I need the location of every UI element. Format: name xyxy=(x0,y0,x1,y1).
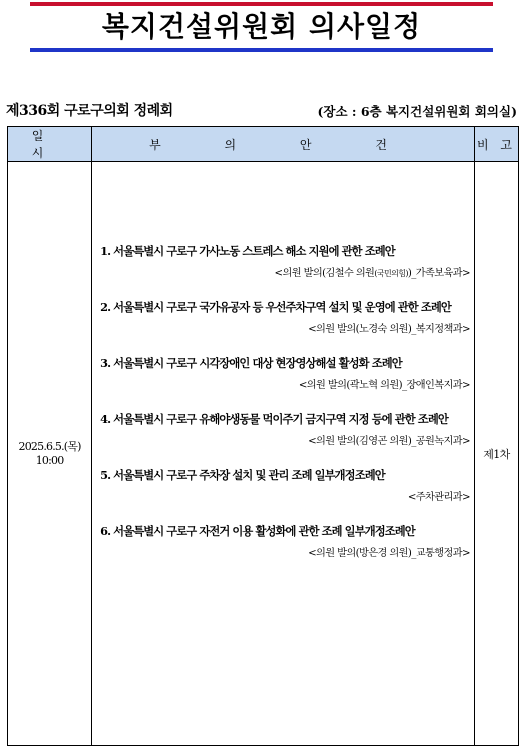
header-date: 일 시 xyxy=(8,127,92,162)
meeting-date: 2025.6.5.(목) xyxy=(18,439,81,453)
agenda-item-sponsor: <의원 발의(김영곤 의원)_공원녹지과> xyxy=(308,436,470,447)
date-cell xyxy=(8,162,92,746)
list-item xyxy=(100,242,470,283)
page-title: 복지건설위원회 의사일정 xyxy=(101,10,422,43)
list-item xyxy=(100,522,470,563)
list-item xyxy=(100,354,470,395)
agenda-item-title: 3. 서울특별시 구로구 시각장애인 대상 현장영상해설 활성화 조례안 xyxy=(100,356,402,370)
agenda-item-sponsor: <의원 발의(방은경 의원)_교통행정과> xyxy=(308,548,470,559)
agenda-table xyxy=(7,126,519,746)
header-note: 비 고 xyxy=(474,127,518,162)
agenda-item-title: 1. 서울특별시 구로구 가사노동 스트레스 해소 지원에 관한 조례안 xyxy=(100,244,395,258)
agenda-item-sponsor: <주차관리과> xyxy=(407,492,470,503)
party-label: (국민의힘) xyxy=(374,269,408,278)
meeting-place: (장소 : 6층 복지건설위원회 회의실) xyxy=(317,104,517,119)
table-row xyxy=(8,162,519,746)
agenda-list xyxy=(92,162,474,563)
agenda-item-title: 6. 서울특별시 구로구 자전거 이용 활성화에 관한 조례 일부개정조례안 xyxy=(100,524,415,538)
list-item xyxy=(100,466,470,507)
agenda-item-title: 4. 서울특별시 구로구 유해야생동물 먹이주기 금지구역 지정 등에 관한 조례안 xyxy=(100,412,448,426)
agenda-item-title: 5. 서울특별시 구로구 주차장 설치 및 관리 조례 일부개정조례안 xyxy=(100,468,385,482)
table-header-row xyxy=(8,127,519,162)
meeting-time: 10:00 xyxy=(35,453,64,467)
title-bottom-bar xyxy=(30,48,493,52)
list-item xyxy=(100,410,470,451)
title-top-bar xyxy=(30,2,493,6)
agenda-item-sponsor: <의원 발의(김철수 의원(국민의힘))_가족보육과> xyxy=(274,268,470,279)
title-banner xyxy=(30,0,493,56)
items-cell xyxy=(92,162,475,746)
agenda-item-sponsor: <의원 발의(노경숙 의원)_복지정책과> xyxy=(308,324,470,335)
header-items: 부 의 안 건 xyxy=(92,127,475,162)
note-cell: 제1차 xyxy=(474,162,518,746)
session-label: 제336회 구로구의회 정례회 xyxy=(6,103,173,119)
list-item xyxy=(100,298,470,339)
agenda-item-title: 2. 서울특별시 구로구 국가유공자 등 우선주차구역 설치 및 운영에 관한 조례안 xyxy=(100,300,451,314)
agenda-item-sponsor: <의원 발의(곽노혁 의원)_장애인복지과> xyxy=(298,380,470,391)
